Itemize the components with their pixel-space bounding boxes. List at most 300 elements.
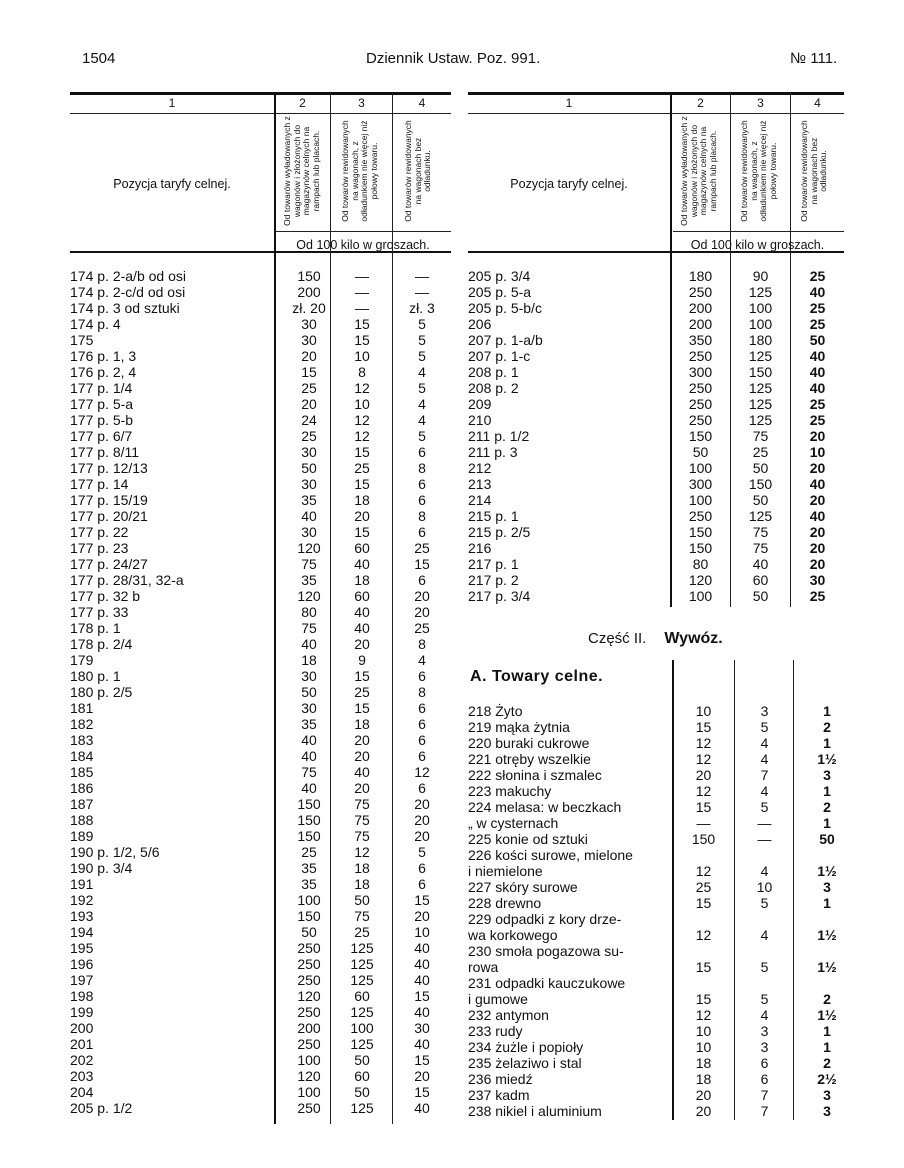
fee-partial-unload: 7: [760, 767, 769, 783]
fee-partial-unload: 125: [748, 348, 773, 364]
fee-no-unload: 5: [418, 380, 426, 396]
fee-unloaded: 12: [695, 751, 712, 767]
table-row: [70, 860, 451, 876]
fee-partial-unload: 60: [752, 572, 769, 588]
fee-no-unload: 1: [823, 895, 831, 911]
table-row: [468, 799, 844, 815]
fee-no-unload: 40: [809, 380, 826, 396]
right-unit-label: Od 100 kilo w groszach.: [690, 238, 825, 252]
fee-no-unload: zł. 3: [409, 300, 435, 316]
tariff-position: 211 p. 1/2: [468, 428, 530, 444]
fee-unloaded: 150: [297, 828, 321, 844]
tariff-position: 236 miedź: [468, 1071, 533, 1087]
table-row: [70, 556, 451, 572]
fee-partial-unload: 15: [354, 444, 370, 460]
table-row: [468, 348, 844, 364]
fee-partial-unload: 150: [748, 364, 773, 380]
fee-no-unload: 40: [414, 1004, 430, 1020]
fee-partial-unload: —: [757, 831, 772, 847]
fee-no-unload: 30: [809, 572, 826, 588]
table-row: [468, 879, 844, 895]
table-row: [70, 892, 451, 908]
tariff-position: 186: [70, 780, 94, 796]
fee-unloaded: 18: [695, 1071, 712, 1087]
tariff-position: 185: [70, 764, 94, 780]
fee-partial-unload: 20: [354, 636, 370, 652]
table-row: [70, 492, 451, 508]
fee-unloaded: 120: [688, 572, 713, 588]
fee-no-unload: 5: [418, 844, 426, 860]
fee-unloaded: 25: [301, 380, 317, 396]
fee-no-unload: 40: [414, 956, 430, 972]
table-row: [70, 476, 451, 492]
fee-no-unload: 20: [809, 492, 826, 508]
tariff-position: 174 p. 4: [70, 316, 121, 332]
table-row: [70, 812, 451, 828]
table-row: [468, 863, 844, 879]
table-row: [468, 332, 844, 348]
fee-unloaded: 300: [688, 476, 713, 492]
fee-unloaded: 150: [297, 796, 321, 812]
tariff-position: 231 odpadki kauczukowe: [468, 975, 626, 991]
tariff-position: 228 drewno: [468, 895, 542, 911]
fee-unloaded: 40: [301, 508, 317, 524]
fee-unloaded: 250: [688, 508, 713, 524]
fee-partial-unload: 25: [354, 924, 370, 940]
tariff-position: 174 p. 2-c/d od osi: [70, 284, 186, 300]
fee-partial-unload: 12: [354, 380, 370, 396]
fee-unloaded: 30: [301, 444, 317, 460]
right-table-body-bottom: [468, 703, 844, 1119]
fee-no-unload: 25: [809, 316, 826, 332]
table-row: [468, 364, 844, 380]
fee-unloaded: 150: [688, 524, 713, 540]
table-row: [70, 732, 451, 748]
fee-partial-unload: 15: [354, 476, 370, 492]
left-position-label: Pozycja taryfy celnej.: [113, 177, 231, 191]
fee-no-unload: 2: [823, 799, 831, 815]
fee-no-unload: 6: [418, 524, 426, 540]
tariff-position: 235 żelaziwo i stal: [468, 1055, 582, 1071]
fee-unloaded: 40: [301, 636, 317, 652]
fee-unloaded: 12: [695, 927, 712, 943]
fee-unloaded: 80: [301, 604, 317, 620]
fee-unloaded: 40: [301, 732, 317, 748]
tariff-position: 177 p. 5-a: [70, 396, 134, 412]
tariff-position: 233 rudy: [468, 1023, 523, 1039]
fee-no-unload: 1: [823, 815, 831, 831]
fee-no-unload: 1: [823, 1023, 831, 1039]
fee-unloaded: 120: [297, 588, 321, 604]
fee-partial-unload: 5: [760, 959, 769, 975]
table-row: [70, 380, 451, 396]
fee-unloaded: 75: [301, 556, 317, 572]
fee-unloaded: 100: [297, 892, 321, 908]
fee-unloaded: 25: [301, 428, 317, 444]
tariff-position: 177 p. 12/13: [70, 460, 148, 476]
fee-no-unload: 1: [823, 783, 831, 799]
table-row: [70, 652, 451, 668]
fee-unloaded: 35: [301, 572, 317, 588]
tariff-position: 224 melasa: w beczkach: [468, 799, 622, 815]
tariff-position: 199: [70, 1004, 94, 1020]
fee-no-unload: 6: [418, 476, 426, 492]
table-row: [70, 956, 451, 972]
fee-partial-unload: 4: [760, 751, 769, 767]
fee-no-unload: —: [415, 284, 429, 300]
table-row: [468, 767, 844, 783]
tariff-position: 205 p. 3/4: [468, 268, 531, 284]
table-row: [70, 460, 451, 476]
table-row: [468, 1039, 844, 1055]
table-row: [468, 412, 844, 428]
fee-unloaded: 50: [301, 924, 317, 940]
left-colnum-rule: [70, 113, 451, 114]
fee-no-unload: 4: [418, 364, 426, 380]
fee-partial-unload: 50: [354, 892, 370, 908]
fee-partial-unload: 75: [354, 812, 370, 828]
fee-no-unload: 5: [418, 428, 426, 444]
fee-no-unload: 12: [414, 764, 430, 780]
tariff-position: 229 odpadki z kory drze-: [468, 911, 622, 927]
table-row: [468, 284, 844, 300]
fee-unloaded: 30: [301, 668, 317, 684]
tariff-position: 207 p. 1-c: [468, 348, 531, 364]
tariff-position: 202: [70, 1052, 94, 1068]
fee-no-unload: 50: [809, 332, 826, 348]
table-row: [70, 716, 451, 732]
fee-partial-unload: 75: [354, 828, 370, 844]
tariff-position: 194: [70, 924, 94, 940]
table-row: [468, 847, 844, 863]
fee-partial-unload: 50: [752, 492, 769, 508]
fee-no-unload: 8: [418, 636, 426, 652]
fee-unloaded: 15: [695, 991, 712, 1007]
table-row: [70, 908, 451, 924]
tariff-position: 176 p. 2, 4: [70, 364, 137, 380]
fee-no-unload: 1: [823, 703, 831, 719]
fee-unloaded: 10: [695, 703, 712, 719]
fee-partial-unload: 15: [354, 316, 370, 332]
fee-partial-unload: 18: [354, 860, 370, 876]
fee-partial-unload: 150: [748, 476, 773, 492]
fee-unloaded: 35: [301, 876, 317, 892]
table-row: [70, 668, 451, 684]
fee-unloaded: 15: [695, 799, 712, 815]
fee-unloaded: 180: [688, 268, 713, 284]
fee-partial-unload: 15: [354, 668, 370, 684]
table-row: [70, 988, 451, 1004]
fee-unloaded: 200: [688, 300, 713, 316]
fee-no-unload: 8: [418, 460, 426, 476]
fee-no-unload: 2½: [817, 1071, 837, 1087]
tariff-position: 208 p. 2: [468, 380, 519, 396]
table-row: [70, 1100, 451, 1116]
fee-unloaded: 250: [297, 972, 321, 988]
fee-partial-unload: 18: [354, 572, 370, 588]
fee-partial-unload: 4: [760, 863, 769, 879]
fee-partial-unload: 25: [752, 444, 769, 460]
fee-partial-unload: 3: [760, 1023, 769, 1039]
fee-no-unload: 20: [414, 588, 430, 604]
fee-unloaded: 20: [695, 1103, 712, 1119]
fee-partial-unload: 10: [756, 879, 773, 895]
tariff-position: 200: [70, 1020, 94, 1036]
fee-no-unload: 40: [809, 364, 826, 380]
tariff-position: 225 konie od sztuki: [468, 831, 588, 847]
fee-partial-unload: 40: [354, 556, 370, 572]
tariff-position: 215 p. 2/5: [468, 524, 531, 540]
table-row: [70, 684, 451, 700]
fee-partial-unload: 12: [354, 428, 370, 444]
fee-partial-unload: 50: [752, 460, 769, 476]
table-row: [468, 572, 844, 588]
fee-no-unload: 6: [418, 876, 426, 892]
tariff-position: 211 p. 3: [468, 444, 518, 460]
table-row: [70, 924, 451, 940]
table-row: [468, 444, 844, 460]
tariff-position: 177 p. 33: [70, 604, 129, 620]
fee-no-unload: 1½: [817, 959, 837, 975]
fee-partial-unload: 15: [354, 332, 370, 348]
fee-partial-unload: 60: [354, 540, 370, 556]
table-row: [70, 364, 451, 380]
fee-partial-unload: 9: [358, 652, 366, 668]
tariff-position: wa korkowego: [468, 927, 558, 943]
fee-partial-unload: 25: [354, 460, 370, 476]
tariff-position: 207 p. 1-a/b: [468, 332, 543, 348]
fee-unloaded: 200: [688, 316, 713, 332]
table-row: [468, 588, 844, 604]
fee-no-unload: 3: [823, 1103, 831, 1119]
right-col-number-2: 2: [697, 96, 704, 110]
tariff-position: 183: [70, 732, 94, 748]
fee-partial-unload: 60: [354, 588, 370, 604]
left-col4-heading: Od towarów rewidowanych na wagonach bez odładunku.: [403, 120, 432, 222]
fee-no-unload: 20: [414, 1068, 430, 1084]
fee-partial-unload: 75: [354, 796, 370, 812]
fee-no-unload: 1½: [817, 863, 837, 879]
tariff-position: 175: [70, 332, 94, 348]
fee-unloaded: 50: [692, 444, 709, 460]
table-row: [70, 1068, 451, 1084]
fee-no-unload: 20: [809, 524, 826, 540]
tariff-position: 212: [468, 460, 492, 476]
fee-partial-unload: 125: [748, 396, 773, 412]
tariff-position: 187: [70, 796, 94, 812]
left-unit-rule: [275, 231, 451, 232]
fee-partial-unload: 15: [354, 524, 370, 540]
fee-unloaded: 150: [297, 812, 321, 828]
tariff-position: 221 otręby wszelkie: [468, 751, 591, 767]
fee-unloaded: —: [696, 815, 711, 831]
table-row: [70, 572, 451, 588]
fee-unloaded: 30: [301, 316, 317, 332]
table-row: [468, 428, 844, 444]
fee-partial-unload: 8: [358, 364, 366, 380]
fee-partial-unload: 75: [752, 428, 769, 444]
table-row: [70, 1020, 451, 1036]
fee-unloaded: 50: [301, 460, 317, 476]
fee-unloaded: 250: [297, 956, 321, 972]
fee-no-unload: 6: [418, 732, 426, 748]
left-col2-heading: Od towarów wyładowanych z wagonów i złożonych do magazynów celnych na rampach lub placach.: [282, 116, 321, 226]
fee-unloaded: 120: [297, 540, 321, 556]
tariff-position: 215 p. 1: [468, 508, 519, 524]
fee-unloaded: 100: [688, 492, 713, 508]
table-row: [468, 1071, 844, 1087]
fee-partial-unload: 20: [354, 732, 370, 748]
fee-no-unload: 6: [418, 700, 426, 716]
fee-unloaded: 250: [297, 1036, 321, 1052]
tariff-position: 189: [70, 828, 94, 844]
table-row: [70, 1052, 451, 1068]
table-row: [70, 876, 451, 892]
right-col-number-4: 4: [814, 96, 821, 110]
fee-unloaded: 15: [301, 364, 317, 380]
fee-no-unload: 40: [414, 1100, 430, 1116]
fee-no-unload: 4: [418, 396, 426, 412]
right-col2-heading: Od towarów wyładowanych z wagonów i złożonych do magazynów celnych na rampach lub placach.: [679, 116, 718, 226]
tariff-position: 182: [70, 716, 94, 732]
fee-partial-unload: 125: [350, 1004, 374, 1020]
fee-partial-unload: 3: [760, 1039, 769, 1055]
fee-no-unload: 1½: [817, 1007, 837, 1023]
tariff-position: 177 p. 15/19: [70, 492, 148, 508]
tariff-position: 213: [468, 476, 492, 492]
fee-partial-unload: 6: [760, 1071, 769, 1087]
tariff-position: 180 p. 1: [70, 668, 121, 684]
fee-unloaded: 250: [688, 348, 713, 364]
table-row: [468, 991, 844, 1007]
table-row: [468, 943, 844, 959]
fee-unloaded: 12: [695, 1007, 712, 1023]
left-table-body: [70, 268, 451, 1116]
fee-no-unload: 6: [418, 492, 426, 508]
fee-no-unload: 8: [418, 508, 426, 524]
fee-partial-unload: 125: [350, 940, 374, 956]
fee-unloaded: 80: [692, 556, 709, 572]
tariff-position: rowa: [468, 959, 499, 975]
table-row: [468, 268, 844, 284]
table-row: [468, 1103, 844, 1119]
fee-no-unload: 8: [418, 684, 426, 700]
table-row: [468, 911, 844, 927]
tariff-position: 177 p. 5-b: [70, 412, 134, 428]
fee-partial-unload: 18: [354, 716, 370, 732]
table-row: [70, 540, 451, 556]
tariff-position: 192: [70, 892, 94, 908]
tariff-position: 209: [468, 396, 492, 412]
fee-no-unload: 50: [819, 831, 835, 847]
fee-no-unload: 6: [418, 860, 426, 876]
fee-partial-unload: —: [355, 268, 369, 284]
fee-partial-unload: 40: [354, 620, 370, 636]
fee-unloaded: 350: [688, 332, 713, 348]
tariff-position: 179: [70, 652, 94, 668]
table-row: [70, 748, 451, 764]
table-row: [70, 700, 451, 716]
tariff-position: 214: [468, 492, 492, 508]
left-col-number-3: 3: [358, 96, 365, 110]
fee-partial-unload: 60: [354, 988, 370, 1004]
table-row: [70, 828, 451, 844]
right-col-number-1: 1: [565, 96, 573, 110]
fee-unloaded: 30: [301, 700, 317, 716]
table-row: [70, 316, 451, 332]
tariff-position: „ w cysternach: [468, 815, 559, 831]
table-row: [70, 396, 451, 412]
table-row: [468, 1087, 844, 1103]
fee-no-unload: 40: [809, 508, 826, 524]
table-row: [468, 316, 844, 332]
table-row: [70, 1036, 451, 1052]
fee-no-unload: 6: [418, 444, 426, 460]
tariff-position: 177 p. 28/31, 32-a: [70, 572, 184, 588]
journal-title: Dziennik Ustaw. Poz. 991.: [366, 50, 541, 67]
fee-partial-unload: 4: [760, 927, 769, 943]
fee-unloaded: 75: [301, 764, 317, 780]
fee-unloaded: 30: [301, 476, 317, 492]
fee-partial-unload: 4: [760, 783, 769, 799]
fee-partial-unload: —: [355, 300, 369, 316]
fee-no-unload: 4: [418, 652, 426, 668]
fee-partial-unload: 125: [748, 508, 773, 524]
tariff-position: 205 p. 5-b/c: [468, 300, 542, 316]
fee-partial-unload: 18: [354, 492, 370, 508]
fee-no-unload: 10: [809, 444, 826, 460]
fee-partial-unload: 100: [350, 1020, 374, 1036]
fee-unloaded: 150: [691, 831, 716, 847]
fee-no-unload: 20: [414, 604, 430, 620]
tariff-position: 196: [70, 956, 94, 972]
fee-no-unload: 20: [809, 460, 826, 476]
fee-partial-unload: 100: [748, 300, 773, 316]
tariff-position: 190 p. 3/4: [70, 860, 133, 876]
tariff-position: 217 p. 1: [468, 556, 519, 572]
fee-partial-unload: 3: [760, 703, 769, 719]
fee-unloaded: 250: [297, 940, 321, 956]
table-row: [70, 764, 451, 780]
table-row: [70, 284, 451, 300]
tariff-position: 204: [70, 1084, 94, 1100]
table-row: [468, 959, 844, 975]
fee-partial-unload: 4: [760, 1007, 769, 1023]
left-table-top-rule: [70, 92, 451, 95]
table-row: [70, 972, 451, 988]
tariff-position: 203: [70, 1068, 94, 1084]
fee-partial-unload: 75: [752, 540, 769, 556]
fee-partial-unload: 75: [752, 524, 769, 540]
fee-no-unload: 25: [809, 300, 826, 316]
fee-partial-unload: 6: [760, 1055, 769, 1071]
fee-no-unload: 5: [418, 332, 426, 348]
fee-no-unload: 20: [809, 556, 826, 572]
fee-no-unload: 6: [418, 572, 426, 588]
tariff-position: 176 p. 1, 3: [70, 348, 137, 364]
tariff-position: 184: [70, 748, 94, 764]
fee-partial-unload: 180: [748, 332, 773, 348]
fee-no-unload: 10: [414, 924, 430, 940]
tariff-position: 210: [468, 412, 492, 428]
fee-no-unload: 2: [823, 719, 831, 735]
table-row: [468, 735, 844, 751]
tariff-position: 219 mąka żytnia: [468, 719, 570, 735]
fee-unloaded: 15: [695, 895, 712, 911]
fee-partial-unload: 12: [354, 412, 370, 428]
fee-no-unload: 1: [823, 1039, 831, 1055]
tariff-position: 232 antymon: [468, 1007, 549, 1023]
